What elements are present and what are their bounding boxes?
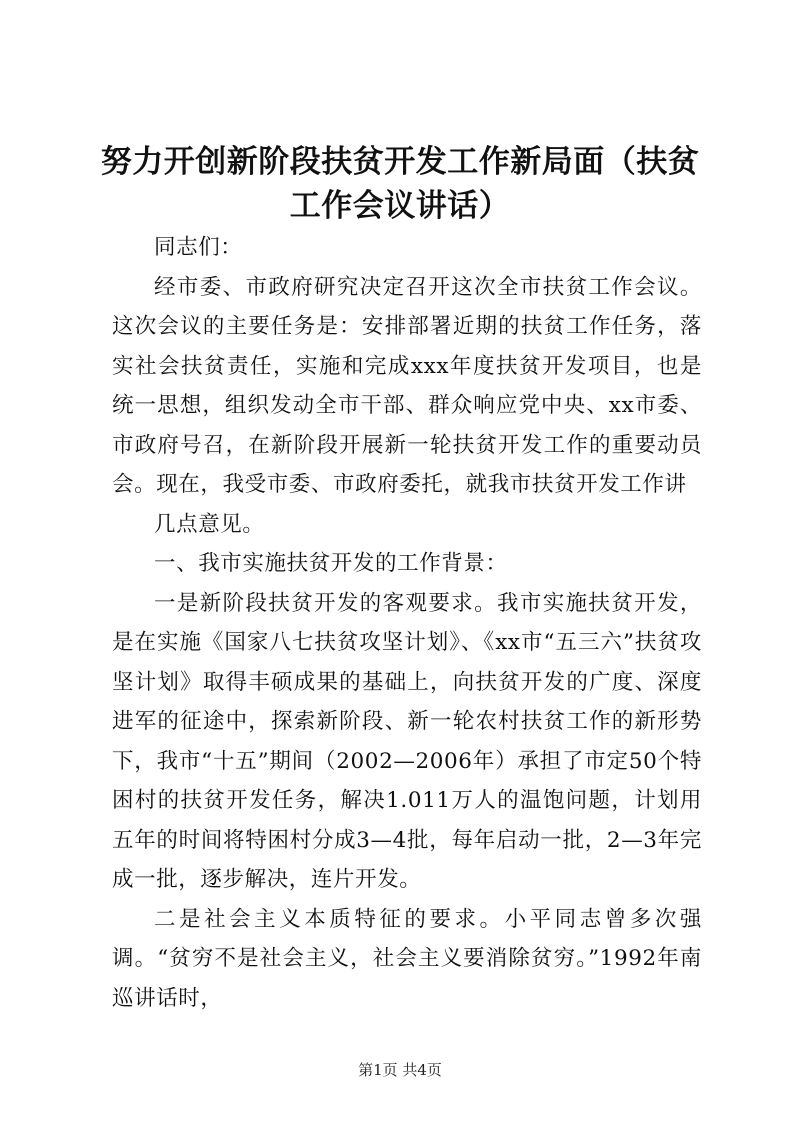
intro-paragraph: 经市委、市政府研究决定召开这次全市扶贫工作会议。这次会议的主要任务是：安排部署近期的扶贫工作任务，落实社会扶贫责任，实施和完成xxx年度扶贫开发项目，也是统一思想，组织发动全市干部、群众响应党中央、xx市委、市政府号召，在新阶段开展新一轮扶贫开发工作的重要动员会。现在，我受市委、市政府委托，就我市扶贫开发工作讲 <box>112 274 702 497</box>
point-two-paragraph: 二是社会主义本质特征的要求。小平同志曾多次强调。“贫穷不是社会主义，社会主义要消除贫穷。”1992年南巡讲话时， <box>112 906 702 1011</box>
greeting-paragraph: 同志们： <box>154 235 243 260</box>
intro-continuation-paragraph: 几点意见。 <box>154 511 265 537</box>
document-body <box>112 228 702 1018</box>
document-title: 努力开创新阶段扶贫开发工作新局面（扶贫工作会议讲话） <box>100 144 700 224</box>
point-one-paragraph: 一是新阶段扶贫开发的客观要求。我市实施扶贫开发，是在实施《国家八七扶贫攻坚计划》、《xx市“五三六”扶贫攻坚计划》取得丰硕成果的基础上，向扶贫开发的广度、深度进军的征途中，探索新阶段、新一轮农村扶贫工作的新形势下，我市“十五”期间（2002—2006年）承担了市定50个特困村的扶贫开发任务，解决1.011万人的温饱问题，计划用五年的时间将特困村分成3—4批，每年启动一批，2—3年完成一批，逐步解决，连片开发。 <box>112 590 702 892</box>
page-number-footer: 第1页 共4页 <box>358 1061 442 1079</box>
section-heading-1: 一、我市实施扶贫开发的工作背景： <box>154 551 508 576</box>
